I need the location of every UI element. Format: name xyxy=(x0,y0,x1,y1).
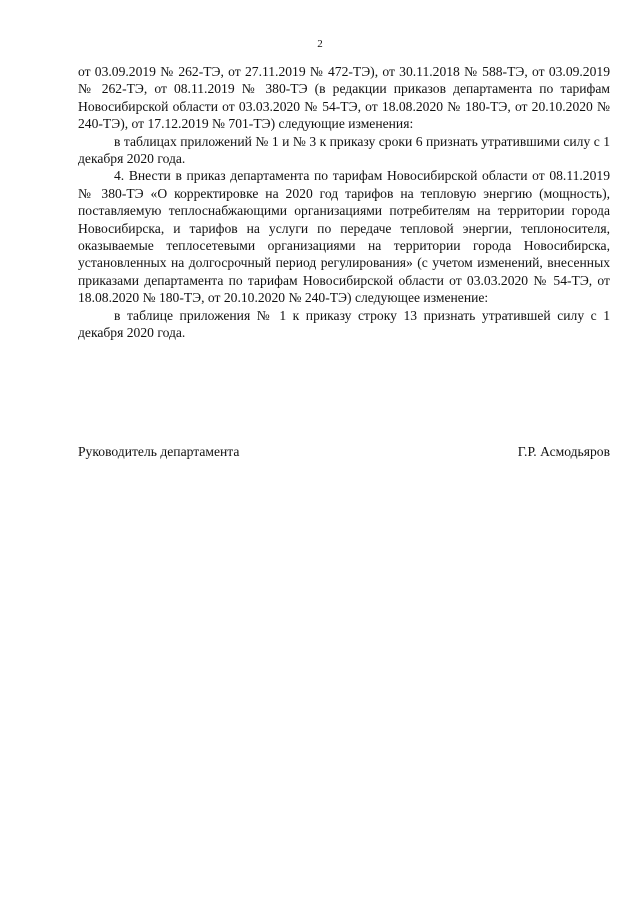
paragraph-changes-continuation: от 03.09.2019 № 262-ТЭ, от 27.11.2019 № 472-ТЭ), от 30.11.2018 № 588-ТЭ, от 03.09.2019 № 262-ТЭ, от 08.11.2019 № 380-ТЭ (в редакции приказов департамента по тарифам Новосибирской области от 03.03.2020 № 54-ТЭ, от 18.08.2020 № 180-ТЭ, от 20.10.2020 № 240-ТЭ), от 17.12.2019 № 701-ТЭ) следующие изменения: xyxy=(78,64,610,132)
signature-block xyxy=(78,443,610,460)
paragraph-row-13-annulment: в таблице приложения № 1 к приказу строку 13 признать утратившей силу с 1 декабря 2020 года. xyxy=(78,307,610,341)
signature-position: Руководитель департамента xyxy=(78,444,240,459)
signature-name: Г.Р. Асмодьяров xyxy=(517,444,610,459)
document-body xyxy=(78,63,610,342)
paragraph-tables-annulment: в таблицах приложений № 1 и № 3 к приказу сроки 6 признать утратившими силу с 1 декабря 2020 года. xyxy=(78,133,610,167)
page-number: 2 xyxy=(317,38,323,50)
paragraph-item-4: 4. Внести в приказ департамента по тарифам Новосибирской области от 08.11.2019 № 380-ТЭ «О корректировке на 2020 год тарифов на тепловую энергию (мощность), поставляемую теплоснабжающими организациями потребителям на территории города Новосибирска, и тарифов на услуги по передаче тепловой энергии, теплоносителя, оказываемые теплосетевыми организациями на территории города Новосибирска, установленных на долгосрочный период регулирования» (с учетом изменений, внесенных приказами департамента по тарифам Новосибирской области от 03.03.2020 № 54-ТЭ, от 18.08.2020 № 180-ТЭ, от 20.10.2020 № 240-ТЭ) следующее изменение: xyxy=(78,168,610,306)
